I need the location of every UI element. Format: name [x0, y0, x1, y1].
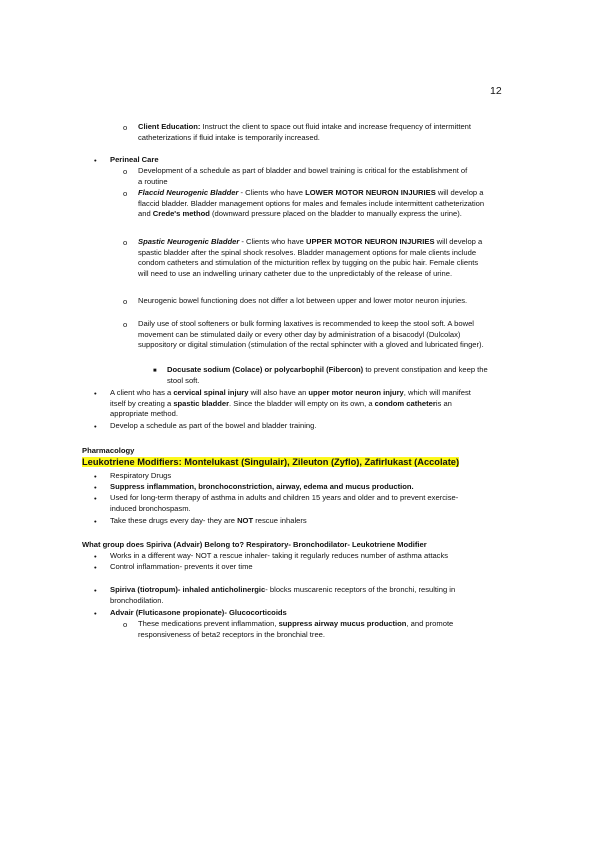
develop-schedule-item: Develop a schedule as part of the bowel and bladder training. [110, 421, 317, 430]
bullet-icon: • [94, 586, 97, 595]
page-number: 12 [490, 85, 502, 97]
docusate-item: Docusate sodium (Colace) or polycarbophil (Fibercon) to prevent constipation and keep the stool soft. [167, 365, 488, 385]
spiriva-question: What group does Spiriva (Advair) Belong to? Respiratory- Bronchodilator- Leukotriene Modifier [82, 540, 427, 549]
circle-bullet-icon: o [123, 320, 128, 329]
circle-bullet-icon: o [123, 189, 128, 198]
perineal-care-heading: Perineal Care [110, 155, 159, 164]
stool-softener-item: Daily use of stool softeners or bulk forming laxatives is recommended to keep the stool soft. A bowel movement can be stimulated daily or every other day by administration of a bisacodyl (Dulcolax) suppository or digital stimulation (stimulation of the rectal sphincter with a gloved and lubricated finger). [138, 319, 484, 350]
flaccid-label: Flaccid Neurogenic Bladder [138, 188, 239, 197]
circle-bullet-icon: o [123, 297, 128, 306]
bowel-item: Neurogenic bowel functioning does not differ a lot between upper and lower motor neuron injuries. [138, 296, 468, 305]
bullet-icon: • [94, 483, 97, 492]
circle-bullet-icon: o [123, 167, 128, 176]
advair-item: Advair (Fluticasone propionate)- Glucocorticoids [110, 608, 287, 617]
advair-subitem: These medications prevent inflammation, suppress airway mucus production, and promote responsiveness of beta2 receptors in the bronchial tree. [138, 619, 454, 639]
leukotriene-item-4: Take these drugs every day- they are NOT rescue inhalers [110, 516, 307, 525]
spiriva-item: Spiriva (tiotropum)- inhaled anticholinergic- blocks muscarenic receptors of the bronchi, resulting in bronchodilation. [110, 585, 456, 605]
leukotriene-item-1: Respiratory Drugs [110, 471, 172, 480]
bullet-icon: • [94, 422, 97, 431]
circle-bullet-icon: o [123, 620, 128, 629]
leukotriene-item-3: Used for long-term therapy of asthma in adults and children 15 years and older and to prevent exercise-induced bronchospasm. [110, 493, 459, 513]
bullet-icon: • [94, 389, 97, 398]
flaccid-bladder-item: Flaccid Neurogenic Bladder - Clients who have LOWER MOTOR NEURON INJURIES will develop a flaccid bladder. Bladder management options for males and females include intermittent catheterization and Crede's method (downward pressure placed on the bladder to manually express the urine). [138, 188, 485, 219]
bullet-icon: • [94, 472, 97, 481]
bullet-icon: • [94, 156, 97, 165]
client-education-text: Instruct the client to space out fluid intake and increase frequency of intermittent catheterizations if fluid intake is temporarily increased. [138, 122, 472, 142]
circle-bullet-icon: o [123, 123, 128, 132]
question-item-1: Works in a different way- NOT a rescue inhaler- taking it regularly reduces number of asthma attacks [110, 551, 449, 560]
bullet-icon: • [94, 609, 97, 618]
square-bullet-icon: ■ [153, 368, 157, 374]
perineal-item-schedule: Development of a schedule as part of bladder and bowel training is critical for the establishment of a routine [138, 166, 468, 186]
spastic-bladder-item: Spastic Neurogenic Bladder - Clients who have UPPER MOTOR NEURON INJURIES will develop a spastic bladder after the spinal shock resolves. Bladder management options for male clients include condom catheters and stimulation of the micturition reflex by tugging on the pubic hair. Female clients will need to use an indwelling urinary catheter due to the unpredictably of the release of urine. [138, 237, 483, 278]
pharmacology-heading: Pharmacology [82, 446, 135, 455]
client-education-label: Client Education: [138, 122, 201, 131]
question-item-2: Control inflammation- prevents it over time [110, 562, 253, 571]
bullet-icon: • [94, 552, 97, 561]
leukotriene-title: Leukotriene Modifiers: Montelukast (Singulair), Zileuton (Zyflo), Zafirlukast (Accolate) [82, 457, 460, 467]
circle-bullet-icon: o [123, 238, 128, 247]
cervical-injury-item: A client who has a cervical spinal injury will also have an upper motor neuron injury, which will manifest itself by creating a spastic bladder. Since the bladder will empty on its own, a condom catheteris an appropriate method. [110, 388, 471, 419]
bullet-icon: • [94, 563, 97, 572]
leukotriene-item-2: Suppress inflammation, bronchoconstriction, airway, edema and mucus production. [110, 482, 414, 491]
spastic-label: Spastic Neurogenic Bladder [138, 237, 240, 246]
bullet-icon: • [94, 494, 97, 503]
bullet-icon: • [94, 517, 97, 526]
client-education-item [138, 122, 483, 143]
